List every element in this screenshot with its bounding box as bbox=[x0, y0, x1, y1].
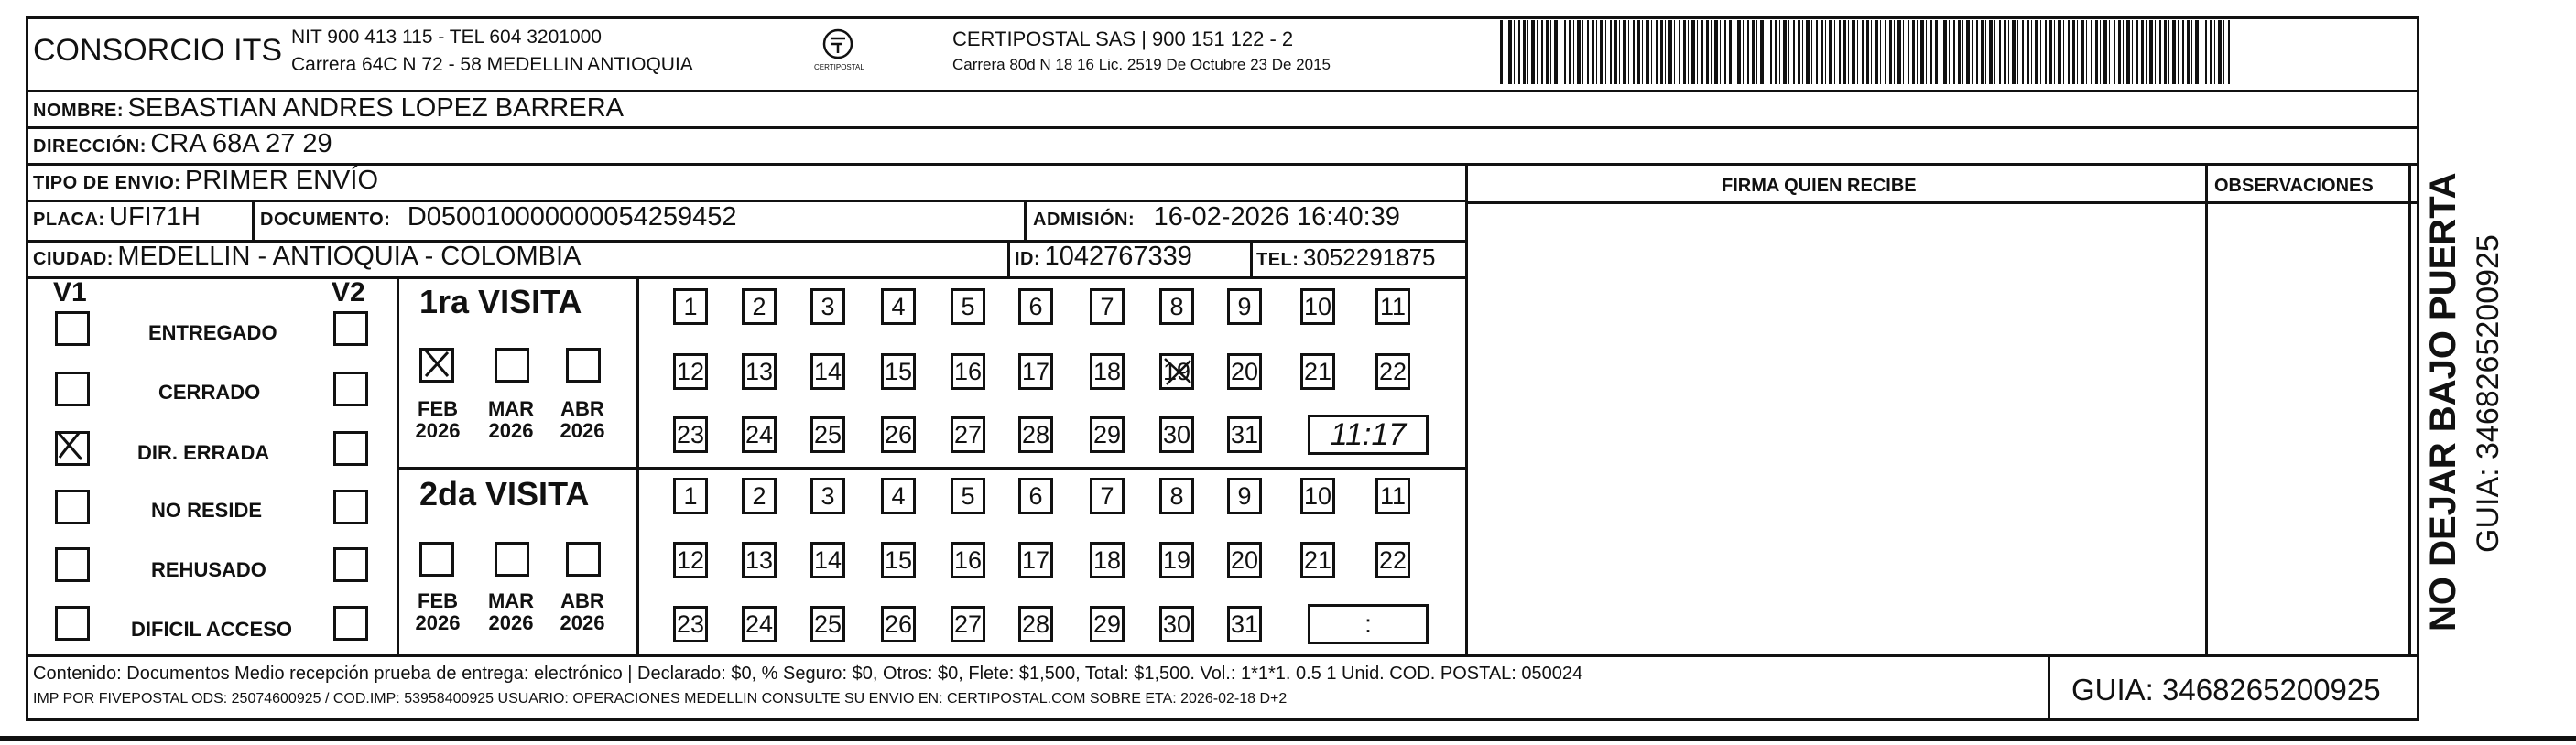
nombre-label: NOMBRE: bbox=[33, 101, 125, 121]
day-box[interactable]: 31 bbox=[1227, 416, 1262, 453]
day-box[interactable]: 5 bbox=[951, 288, 985, 325]
day-box[interactable]: 3 bbox=[810, 478, 845, 514]
col-line bbox=[1250, 240, 1253, 276]
day-box[interactable]: 16 bbox=[951, 542, 985, 578]
month-year: 2026 bbox=[488, 611, 534, 635]
v1-dir-errada-checkbox[interactable] bbox=[55, 431, 90, 466]
placa-value: UFI71H bbox=[109, 202, 201, 232]
month-name: MAR bbox=[487, 397, 535, 420]
visit-divider bbox=[397, 276, 399, 654]
day-box[interactable]: 20 bbox=[1227, 542, 1262, 578]
visit2-abr-label bbox=[555, 590, 610, 634]
direccion-value: CRA 68A 27 29 bbox=[150, 129, 332, 158]
day-box[interactable]: 14 bbox=[810, 353, 845, 390]
visit1-mar-checkbox[interactable] bbox=[495, 348, 529, 383]
day-box[interactable]: 20 bbox=[1227, 353, 1262, 390]
day-box[interactable]: 16 bbox=[951, 353, 985, 390]
day-box[interactable]: 22 bbox=[1375, 353, 1410, 390]
day-box[interactable]: 10 bbox=[1300, 478, 1335, 514]
footer-guia-divider bbox=[2048, 654, 2050, 718]
carrier-name: CERTIPOSTAL SAS | 900 151 122 - 2 bbox=[952, 27, 1294, 50]
visit2-feb-label bbox=[410, 590, 465, 634]
month-name: FEB bbox=[418, 589, 458, 612]
month-name: MAR bbox=[487, 589, 535, 612]
day-box[interactable]: 12 bbox=[673, 542, 708, 578]
day-box[interactable]: 2 bbox=[742, 478, 777, 514]
month-year: 2026 bbox=[415, 611, 461, 635]
certipostal-logo bbox=[810, 26, 865, 77]
visit1-abr-label bbox=[555, 398, 610, 442]
day-box[interactable]: 28 bbox=[1018, 606, 1053, 642]
observaciones-header: OBSERVACIONES bbox=[2214, 176, 2374, 196]
day-box[interactable]: 25 bbox=[810, 606, 845, 642]
day-box[interactable]: 21 bbox=[1300, 542, 1335, 578]
day-box[interactable]: 25 bbox=[810, 416, 845, 453]
company-nit: NIT 900 413 115 - TEL 604 3201000 bbox=[291, 27, 602, 48]
col-line bbox=[1024, 200, 1027, 240]
v2-no-reside-checkbox[interactable] bbox=[333, 490, 368, 524]
day-box[interactable]: 8 bbox=[1159, 288, 1194, 325]
day-box[interactable]: 28 bbox=[1018, 416, 1053, 453]
day-box[interactable]: 17 bbox=[1018, 353, 1053, 390]
v1-entregado-checkbox[interactable] bbox=[55, 311, 90, 346]
day-box[interactable]: 7 bbox=[1090, 478, 1125, 514]
status-entregado: ENTREGADO bbox=[148, 321, 277, 344]
v2-label: V2 bbox=[332, 277, 365, 308]
check-mark-icon bbox=[420, 347, 453, 380]
month-year: 2026 bbox=[560, 419, 605, 443]
row-line bbox=[26, 276, 1465, 279]
day-box[interactable]: 2 bbox=[742, 288, 777, 325]
v1-dificil-acceso-checkbox[interactable] bbox=[55, 606, 90, 641]
day-box[interactable]: 14 bbox=[810, 542, 845, 578]
status-dir-errada: DIR. ERRADA bbox=[137, 441, 270, 464]
nombre-value: SEBASTIAN ANDRES LOPEZ BARRERA bbox=[127, 93, 624, 123]
month-year: 2026 bbox=[560, 611, 605, 635]
bottom-shadow-line bbox=[0, 736, 2576, 741]
visit1-feb-label bbox=[410, 398, 465, 442]
status-no-reside: NO RESIDE bbox=[151, 499, 263, 522]
day-box[interactable]: 6 bbox=[1018, 288, 1053, 325]
side-warning: NO DEJAR BAJO PUERTA bbox=[2423, 172, 2463, 632]
carrier-address: Carrera 80d N 18 16 Lic. 2519 De Octubre 23 De 2015 bbox=[952, 56, 1331, 73]
company-address: Carrera 64C N 72 - 58 MEDELLIN ANTIOQUIA bbox=[291, 54, 693, 75]
col-line bbox=[1007, 240, 1010, 276]
day-box[interactable]: 18 bbox=[1090, 353, 1125, 390]
day-box[interactable]: 30 bbox=[1159, 606, 1194, 642]
day-box[interactable]: 29 bbox=[1090, 606, 1125, 642]
ciudad-row bbox=[33, 243, 581, 270]
documento-value: D050010000000054259452 bbox=[407, 202, 737, 232]
day-box[interactable]: 12 bbox=[673, 353, 708, 390]
day-box[interactable]: 31 bbox=[1227, 606, 1262, 642]
month-year: 2026 bbox=[488, 419, 534, 443]
col-line bbox=[252, 200, 255, 240]
tel-label: TEL: bbox=[1256, 250, 1299, 270]
v1-rehusado-checkbox[interactable] bbox=[55, 547, 90, 582]
ciudad-label: CIUDAD: bbox=[33, 249, 114, 269]
day-box[interactable]: 5 bbox=[951, 478, 985, 514]
day-box[interactable]: 21 bbox=[1300, 353, 1335, 390]
visit1-time-box[interactable]: 11:17 bbox=[1308, 415, 1429, 455]
nombre-row bbox=[33, 95, 624, 122]
check-mark-icon bbox=[54, 428, 87, 461]
footer-line bbox=[26, 654, 2419, 657]
day-box[interactable]: 7 bbox=[1090, 288, 1125, 325]
calendar-divider bbox=[636, 276, 639, 654]
side-guia: GUIA: 3468265200925 bbox=[2471, 234, 2505, 553]
day-box[interactable]: 18 bbox=[1090, 542, 1125, 578]
status-dificil-acceso: DIFICIL ACCESO bbox=[131, 618, 293, 641]
tipo-value: PRIMER ENVÍO bbox=[184, 166, 379, 195]
logo-text: CERTIPOSTAL bbox=[814, 63, 864, 71]
day-box[interactable]: 1 bbox=[673, 478, 708, 514]
v2-dificil-acceso-checkbox[interactable] bbox=[333, 606, 368, 641]
day-box[interactable]: 3 bbox=[810, 288, 845, 325]
direccion-row bbox=[33, 131, 332, 157]
id-label: ID: bbox=[1015, 249, 1041, 269]
visit1-abr-checkbox[interactable] bbox=[566, 348, 601, 383]
header-line bbox=[1465, 201, 2419, 204]
v1-no-reside-checkbox[interactable] bbox=[55, 490, 90, 524]
month-name: ABR bbox=[560, 397, 604, 420]
day-box[interactable]: 6 bbox=[1018, 478, 1053, 514]
day-box[interactable]: 13 bbox=[742, 542, 777, 578]
footer-impresion: IMP POR FIVEPOSTAL ODS: 25074600925 / COD.IMP: 53958400925 USUARIO: OPERACIONES MEDELLIN CONSULTE SU ENVIO EN: CERTIPOSTAL.COM SOBRE ETA: 2026-02-18 D+2 bbox=[33, 691, 1288, 707]
placa-label: PLACA: bbox=[33, 210, 105, 230]
day-box[interactable]: 13 bbox=[742, 353, 777, 390]
month-name: FEB bbox=[418, 397, 458, 420]
day-box[interactable]: 9 bbox=[1227, 288, 1262, 325]
day-box[interactable]: 19 bbox=[1159, 542, 1194, 578]
day-box[interactable]: 4 bbox=[881, 288, 916, 325]
day-box[interactable]: 4 bbox=[881, 478, 916, 514]
row-line bbox=[26, 163, 2419, 166]
v1-cerrado-checkbox[interactable] bbox=[55, 372, 90, 406]
month-year: 2026 bbox=[415, 419, 461, 443]
admision-label: ADMISIÓN: bbox=[1033, 210, 1136, 230]
obs-column-line bbox=[2205, 163, 2208, 654]
documento-row bbox=[260, 204, 737, 231]
footer-guia: GUIA: 3468265200925 bbox=[2071, 673, 2381, 707]
status-cerrado: CERRADO bbox=[158, 381, 261, 404]
visit2-abr-checkbox[interactable] bbox=[566, 542, 601, 577]
day-box[interactable]: 8 bbox=[1159, 478, 1194, 514]
visit2-title: 2da VISITA bbox=[419, 475, 590, 513]
firma-header: FIRMA QUIEN RECIBE bbox=[1722, 176, 1917, 196]
firma-column-line bbox=[1465, 163, 1468, 654]
day-box[interactable]: 23 bbox=[673, 606, 708, 642]
day-box[interactable]: 10 bbox=[1300, 288, 1335, 325]
tipo-label: TIPO DE ENVIO: bbox=[33, 173, 181, 193]
day-box[interactable]: 9 bbox=[1227, 478, 1262, 514]
day-box[interactable]: 19 bbox=[1159, 353, 1194, 390]
day-box[interactable]: 27 bbox=[951, 416, 985, 453]
day-box[interactable]: 30 bbox=[1159, 416, 1194, 453]
day-box[interactable]: 26 bbox=[881, 606, 916, 642]
admision-row bbox=[1033, 204, 1400, 231]
ciudad-value: MEDELLIN - ANTIOQUIA - COLOMBIA bbox=[117, 242, 582, 271]
visit2-feb-checkbox[interactable] bbox=[419, 542, 454, 577]
v2-rehusado-checkbox[interactable] bbox=[333, 547, 368, 582]
v2-entregado-checkbox[interactable] bbox=[333, 311, 368, 346]
visit1-title: 1ra VISITA bbox=[419, 283, 582, 320]
day-box[interactable]: 11 bbox=[1375, 288, 1410, 325]
footer-contenido: Contenido: Documentos Medio recepción prueba de entrega: electrónico | Declarado: $0, % Seguro: $0, Otros: $0, Flete: $1,500, Total: $1,500. Vol.: 1*1*1. 0.5 1 Unid. COD. POSTAL: 050024 bbox=[33, 664, 1583, 684]
day-box[interactable]: 17 bbox=[1018, 542, 1053, 578]
tel-row bbox=[1256, 245, 1436, 269]
day-box[interactable]: 23 bbox=[673, 416, 708, 453]
company-name: CONSORCIO ITS bbox=[33, 33, 283, 68]
v2-dir-errada-checkbox[interactable] bbox=[333, 431, 368, 466]
day-mark-icon bbox=[1159, 353, 1196, 390]
documento-label: DOCUMENTO: bbox=[260, 210, 391, 230]
day-box[interactable]: 24 bbox=[742, 606, 777, 642]
visit2-mar-checkbox[interactable] bbox=[495, 542, 529, 577]
day-box[interactable]: 1 bbox=[673, 288, 708, 325]
placa-row bbox=[33, 204, 201, 231]
status-rehusado: REHUSADO bbox=[151, 558, 266, 581]
day-box[interactable]: 15 bbox=[881, 542, 916, 578]
admision-value: 16-02-2026 16:40:39 bbox=[1153, 202, 1400, 232]
visit2-mar-label bbox=[484, 590, 538, 634]
visit2-time-box[interactable]: : bbox=[1308, 604, 1429, 644]
barcode bbox=[1500, 20, 2233, 84]
day-box[interactable]: 27 bbox=[951, 606, 985, 642]
row-line bbox=[26, 126, 2419, 129]
day-box[interactable]: 29 bbox=[1090, 416, 1125, 453]
v1-label: V1 bbox=[53, 277, 87, 308]
visit-separator bbox=[397, 467, 1465, 470]
row-line bbox=[26, 90, 2419, 92]
id-value: 1042767339 bbox=[1044, 242, 1192, 271]
id-row bbox=[1015, 243, 1192, 270]
day-box[interactable]: 26 bbox=[881, 416, 916, 453]
visit1-feb-checkbox[interactable] bbox=[419, 348, 454, 383]
day-box[interactable]: 15 bbox=[881, 353, 916, 390]
right-border bbox=[2408, 163, 2411, 654]
tel-value: 3052291875 bbox=[1302, 243, 1436, 271]
day-box[interactable]: 22 bbox=[1375, 542, 1410, 578]
day-box[interactable]: 11 bbox=[1375, 478, 1410, 514]
month-name: ABR bbox=[560, 589, 604, 612]
day-box[interactable]: 24 bbox=[742, 416, 777, 453]
direccion-label: DIRECCIÓN: bbox=[33, 136, 147, 157]
tipo-row bbox=[33, 167, 378, 194]
v2-cerrado-checkbox[interactable] bbox=[333, 372, 368, 406]
visit1-mar-label bbox=[484, 398, 538, 442]
